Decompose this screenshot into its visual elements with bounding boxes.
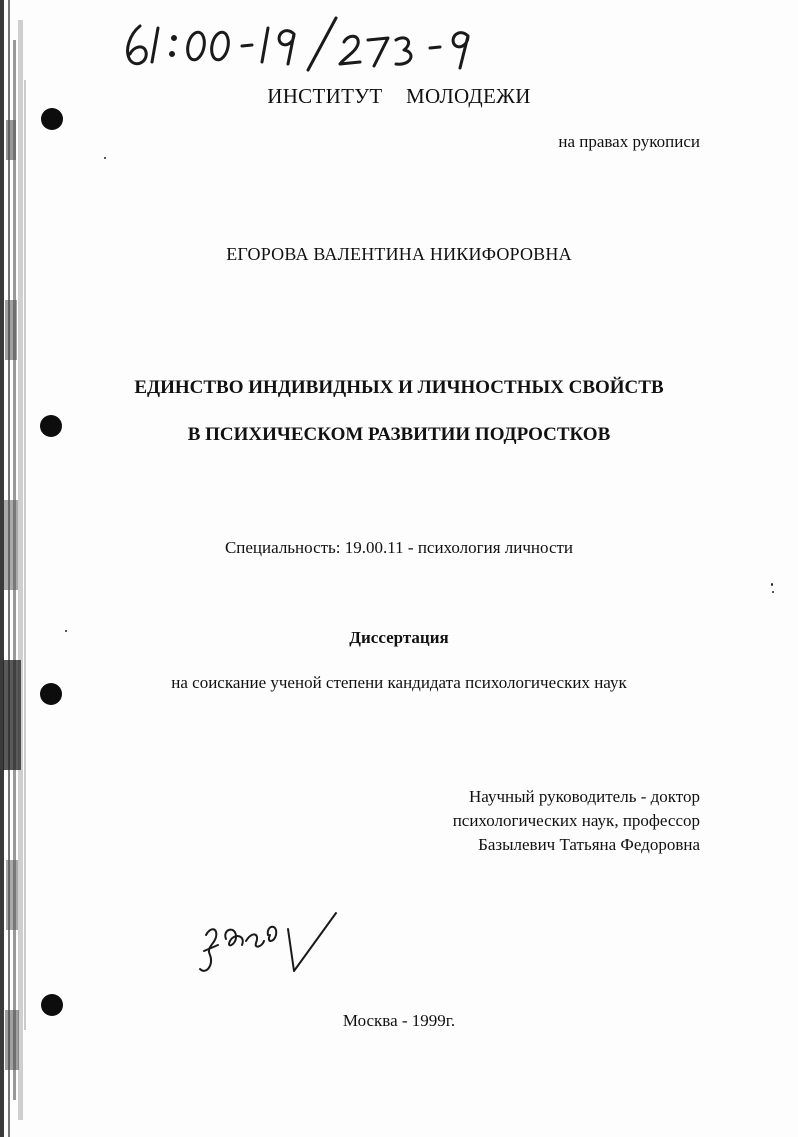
punch-hole-mark xyxy=(41,108,63,130)
institute-name: ИНСТИТУТ МОЛОДЕЖИ xyxy=(267,84,531,108)
scan-speck xyxy=(772,591,774,593)
scientific-adviser-block xyxy=(453,785,700,857)
handwritten-archive-code xyxy=(118,12,538,72)
scan-edge-noise xyxy=(0,0,34,1137)
adviser-line-3: Базылевич Татьяна Федоровна xyxy=(478,835,700,854)
dissertation-title-line-1: ЕДИНСТВО ИНДИВИДНЫХ И ЛИЧНОСТНЫХ СВОЙСТВ xyxy=(134,377,664,398)
specialty-line: Специальность: 19.00.11 - психология личности xyxy=(224,538,574,557)
degree-line: на соискание ученой степени кандидата психологических наук xyxy=(171,673,627,692)
scan-speck xyxy=(104,157,106,159)
author-name: ЕГОРОВА ВАЛЕНТИНА НИКИФОРОВНА xyxy=(226,244,572,264)
scan-speck xyxy=(65,630,67,632)
scan-speck xyxy=(771,583,773,586)
manuscript-rights-note: на правах рукописи xyxy=(558,132,700,151)
adviser-line-1: Научный руководитель - доктор xyxy=(469,787,700,806)
adviser-line-2: психологических наук, профессор xyxy=(452,811,700,830)
handwritten-signature xyxy=(196,905,346,980)
svg-text:61: 00-19/273-9: 61: 00-19/273-9 xyxy=(118,12,125,13)
document-type: Диссертация xyxy=(349,628,449,647)
dissertation-title-line-2: В ПСИХИЧЕСКОМ РАЗВИТИИ ПОДРОСТКОВ xyxy=(187,424,611,445)
city-and-year: Москва - 1999г. xyxy=(342,1011,456,1030)
